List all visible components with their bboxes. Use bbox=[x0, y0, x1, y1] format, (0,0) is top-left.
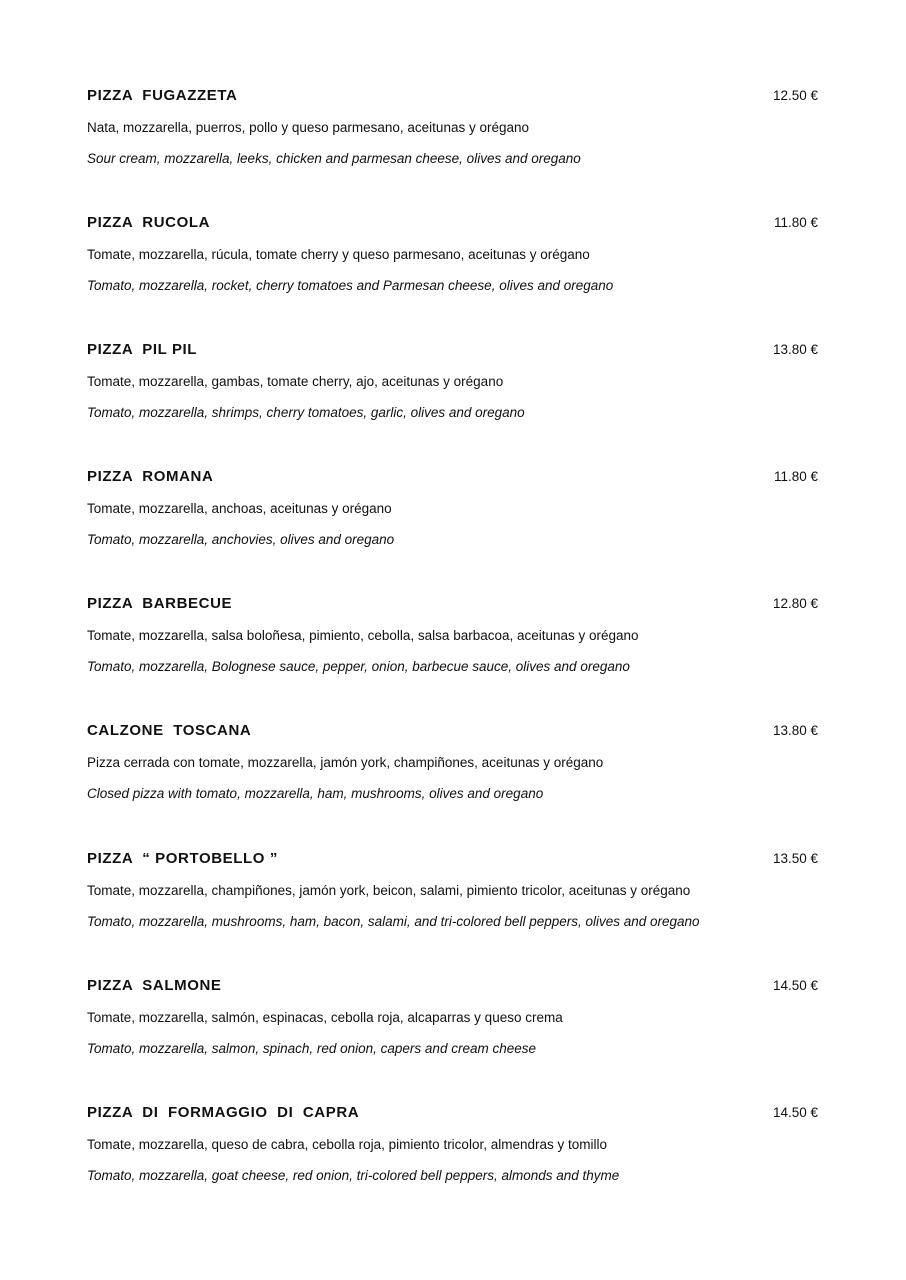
item-price: 14.50 € bbox=[772, 977, 818, 993]
item-description-es: Tomate, mozzarella, salmón, espinacas, cebolla roja, alcaparras y queso crema bbox=[87, 1009, 563, 1025]
menu-item bbox=[87, 340, 818, 467]
menu-item bbox=[87, 213, 818, 340]
item-price: 14.50 € bbox=[772, 1104, 818, 1120]
item-description-en: Closed pizza with tomato, mozzarella, ham, mushrooms, olives and oregano bbox=[87, 786, 544, 802]
item-description-en: Tomato, mozzarella, mushrooms, ham, bacon, salami, and tri-colored bell peppers, olives and oregano bbox=[87, 913, 700, 929]
item-price: 13.80 € bbox=[772, 723, 818, 739]
item-price: 11.80 € bbox=[773, 215, 818, 231]
item-name: CALZONE TOSCANA bbox=[87, 722, 252, 740]
item-description-en: Tomato, mozzarella, goat cheese, red onion, tri-colored bell peppers, almonds and thyme bbox=[87, 1167, 620, 1183]
item-description-en: Tomato, mozzarella, salmon, spinach, red onion, capers and cream cheese bbox=[87, 1040, 536, 1056]
item-name: PIZZA ROMANA bbox=[87, 468, 214, 486]
item-description-es: Pizza cerrada con tomate, mozzarella, jamón york, champiñones, aceitunas y orégano bbox=[87, 755, 604, 771]
item-name: PIZZA FUGAZZETA bbox=[87, 87, 238, 104]
item-description-en: Tomato, mozzarella, anchovies, olives and oregano bbox=[87, 532, 395, 548]
item-price: 12.50 € bbox=[772, 88, 818, 103]
item-name: PIZZA RUCOLA bbox=[87, 214, 211, 232]
item-price: 11.80 € bbox=[773, 469, 818, 485]
menu-item bbox=[87, 594, 818, 721]
item-description-es: Tomate, mozzarella, champiñones, jamón york, beicon, salami, pimiento tricolor, aceitunas y orégano bbox=[87, 882, 691, 898]
menu-item bbox=[87, 1103, 818, 1230]
menu-item bbox=[87, 849, 818, 976]
item-name: PIZZA SALMONE bbox=[87, 976, 222, 994]
item-description-es: Nata, mozzarella, puerros, pollo y queso parmesano, aceitunas y orégano bbox=[87, 120, 529, 135]
item-price: 12.80 € bbox=[772, 596, 818, 612]
item-description-es: Tomate, mozzarella, rúcula, tomate cherry y queso parmesano, aceitunas y orégano bbox=[87, 247, 590, 263]
item-description-es: Tomate, mozzarella, salsa boloñesa, pimiento, cebolla, salsa barbacoa, aceitunas y orégano bbox=[87, 628, 639, 644]
item-name: PIZZA DI FORMAGGIO DI CAPRA bbox=[87, 1103, 360, 1121]
item-description-es: Tomate, mozzarella, gambas, tomate cherry, ajo, aceitunas y orégano bbox=[87, 374, 504, 390]
item-price: 13.50 € bbox=[772, 850, 818, 866]
item-name: PIZZA “ PORTOBELLO ” bbox=[87, 849, 278, 867]
menu-item bbox=[87, 976, 818, 1103]
menu-item bbox=[87, 467, 818, 594]
menu-list bbox=[87, 86, 818, 1230]
item-name: PIZZA PIL PIL bbox=[87, 341, 198, 359]
item-name: PIZZA BARBECUE bbox=[87, 595, 233, 613]
item-description-en: Tomato, mozzarella, shrimps, cherry tomatoes, garlic, olives and oregano bbox=[87, 405, 525, 421]
item-description-en: Sour cream, mozzarella, leeks, chicken and parmesan cheese, olives and oregano bbox=[87, 151, 581, 166]
item-description-en: Tomato, mozzarella, Bolognese sauce, pepper, onion, barbecue sauce, olives and oregano bbox=[87, 659, 630, 675]
item-description-en: Tomato, mozzarella, rocket, cherry tomatoes and Parmesan cheese, olives and oregano bbox=[87, 278, 614, 294]
menu-item bbox=[87, 86, 818, 213]
menu-item bbox=[87, 721, 818, 848]
item-description-es: Tomate, mozzarella, queso de cabra, cebolla roja, pimiento tricolor, almendras y tomillo bbox=[87, 1136, 607, 1152]
item-price: 13.80 € bbox=[772, 342, 818, 358]
item-description-es: Tomate, mozzarella, anchoas, aceitunas y orégano bbox=[87, 501, 392, 517]
